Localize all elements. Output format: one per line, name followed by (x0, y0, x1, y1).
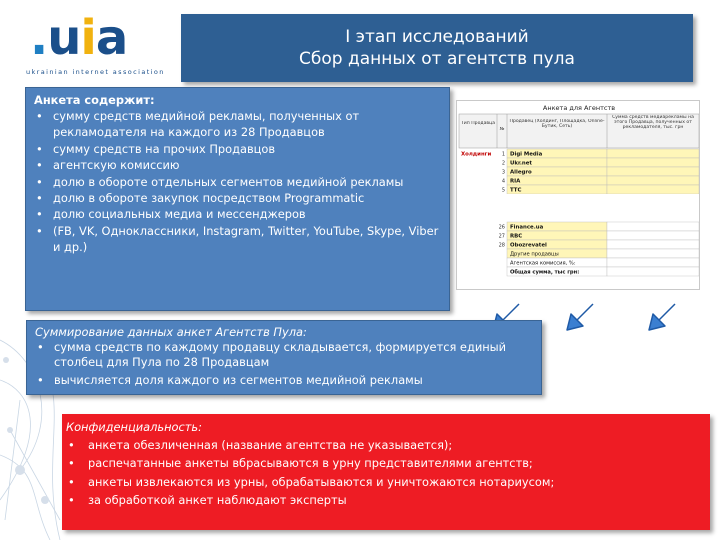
summing-item: • сумма средств по каждому продавцу складывается, формируется единый столбец для Пула по 28 Продавцам (35, 340, 533, 370)
table-row-number: 27 (498, 233, 505, 240)
table-row-seller: RIA (510, 178, 521, 185)
confidentiality-item: • анкеты извлекаются из урны, обрабатываются и уничтожаются нотариусом; (66, 473, 706, 491)
table-row-number: 3 (501, 169, 505, 176)
table-row-number: 2 (501, 160, 505, 167)
logo-caption: ukrainian internet association (26, 68, 165, 76)
table-row-number: 5 (501, 187, 505, 194)
confidentiality-item: • распечатанные анкеты вбрасываются в урну представителями агентств; (66, 454, 706, 472)
uia-logo-mark (30, 10, 127, 66)
logo-letter-i: i (80, 10, 96, 66)
confidentiality-box (62, 414, 710, 530)
confidentiality-heading: Конфиденциальность: (66, 420, 202, 434)
logo-dot: . (30, 10, 48, 66)
arrow-down-left-icon (645, 300, 679, 334)
uia-logo (22, 10, 172, 80)
arrow-down-left-icon (563, 300, 597, 334)
survey-item: • долю социальных медиа и мессенджеров (34, 206, 441, 222)
table-summary-label: Общая сумма, тыс грн: (510, 269, 580, 276)
table-row-number: 1 (501, 151, 505, 158)
summing-heading: Суммирование данных анкет Агентств Пула: (35, 325, 307, 339)
table-summary-label: Агентская комиссия, %: (510, 260, 576, 267)
survey-item: • (FB, VK, Одноклассники, Instagram, Twitter, YouTube, Skype, Viber и др.) (34, 223, 441, 256)
table-summary-label: Другие продавцы (510, 251, 559, 258)
summing-list (35, 340, 533, 388)
table-row-seller: Allegro (510, 169, 532, 176)
title-line-2: Сбор данных от агентств пула (299, 49, 575, 69)
table-row-seller: TTC (510, 187, 522, 194)
table-row-seller: Finance.ua (510, 224, 544, 231)
survey-list (34, 108, 441, 256)
logo-letter-a: a (95, 10, 128, 66)
table-head-seller: Продавец (Холдинг, Площадка, Online-Бутик, Сеть) (509, 119, 605, 130)
survey-heading: Анкета содержит: (34, 93, 155, 107)
confidentiality-item: • анкета обезличенная (название агентства не указывается); (66, 436, 706, 454)
table-row-seller: RBC (510, 233, 523, 240)
confidentiality-item: • за обработкой анкет наблюдают эксперты (66, 491, 706, 509)
table-row-seller: Digi Media (510, 151, 543, 158)
survey-form-table (457, 101, 700, 290)
table-row-seller: Ukr.net (510, 160, 532, 167)
survey-item: • агентскую комиссию (34, 157, 441, 173)
slide-title (181, 14, 693, 82)
summing-item: • вычисляется доля каждого из сегментов медийной рекламы (35, 373, 533, 388)
table-row-seller: Obozrevatel (510, 242, 547, 249)
survey-item: • сумму средств медийной рекламы, полученных от рекламодателя на каждого из 28 Продавцов (34, 108, 441, 141)
table-row-number: 4 (501, 178, 505, 185)
survey-contents-box (25, 87, 450, 311)
survey-form-preview (456, 100, 700, 290)
logo-letter-u: u (47, 10, 81, 66)
table-row-number: 28 (498, 242, 505, 249)
table-head-num: № (499, 127, 505, 132)
table-head-type: Тип Продавца (460, 121, 496, 126)
table-title: Анкета для Агентств (542, 104, 616, 112)
survey-item: • сумму средств на прочих Продавцов (34, 141, 441, 157)
title-line-1: I этап исследований (345, 27, 529, 47)
summing-box (26, 320, 542, 395)
table-group-label: Холдинги (461, 151, 492, 158)
table-head-sum: Сумма средств медиарекламы на этого Продавца, полученных от рекламодателя, тыс. грн (612, 115, 694, 131)
survey-item: • долю в обороте закупок посредством Programmatic (34, 190, 441, 206)
table-row-number: 26 (498, 224, 505, 231)
survey-item: • долю в обороте отдельных сегментов медийной рекламы (34, 174, 441, 190)
confidentiality-list (66, 436, 706, 510)
